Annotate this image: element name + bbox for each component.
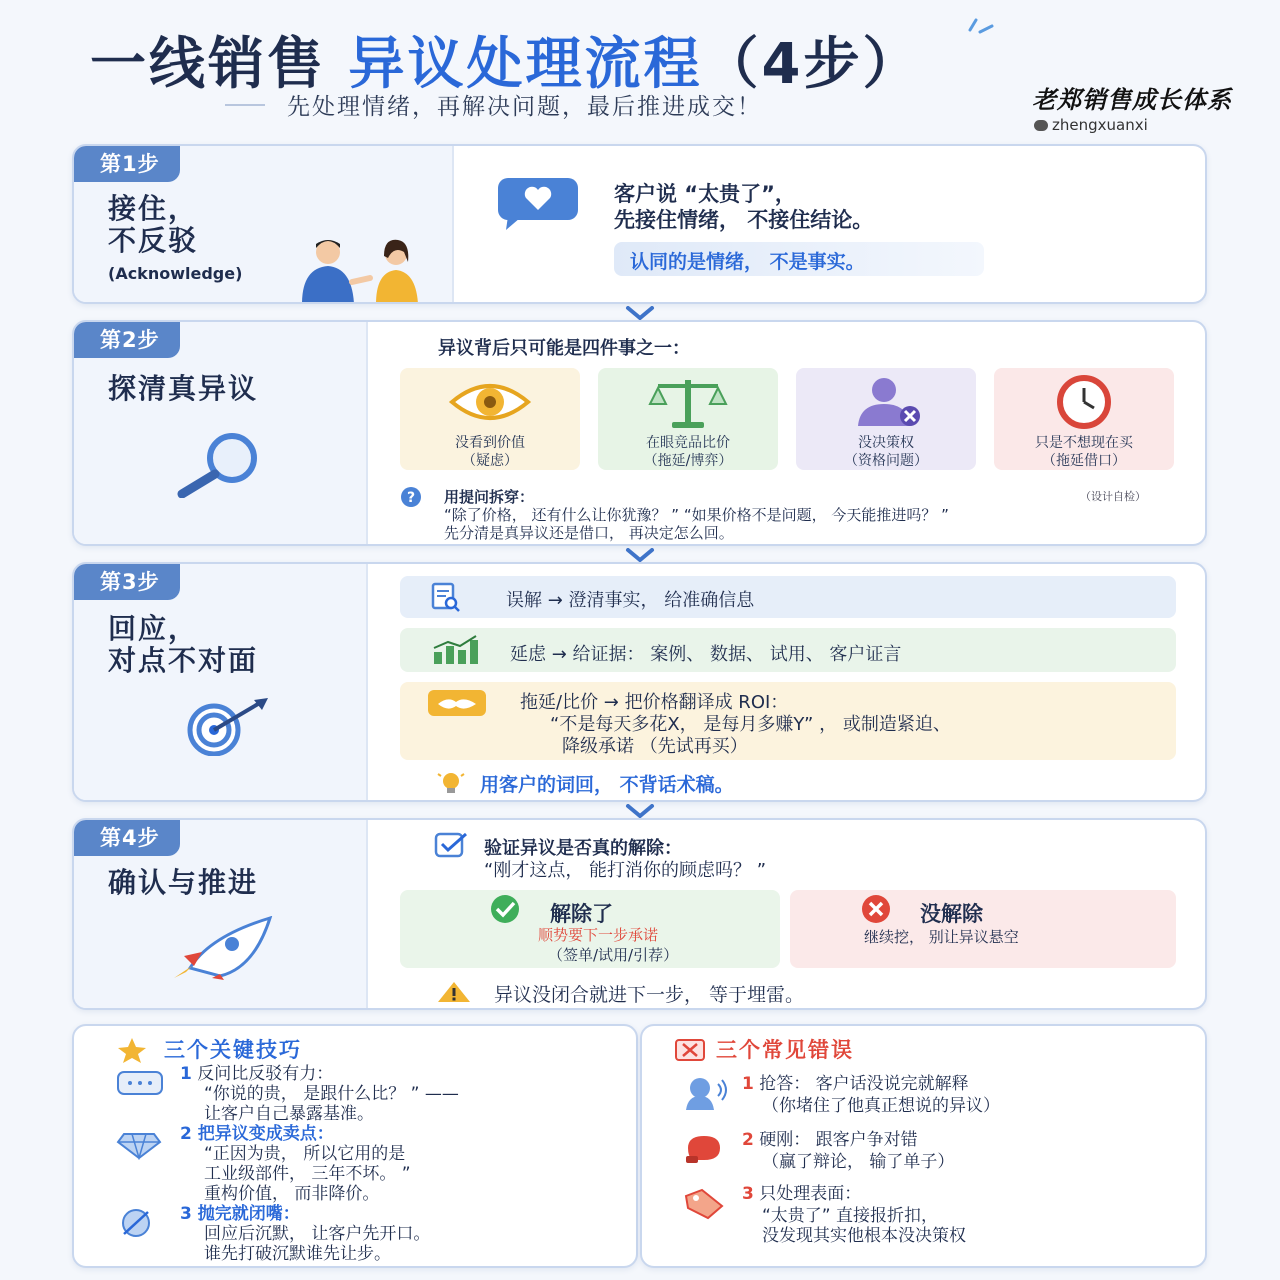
check-circle-icon bbox=[486, 894, 524, 924]
error-box-icon bbox=[674, 1038, 706, 1062]
sparkle-icon bbox=[966, 16, 996, 36]
document-search-icon bbox=[430, 582, 460, 612]
step1-title-line1: 接住， bbox=[108, 192, 199, 225]
reason-card-delay bbox=[994, 368, 1174, 470]
step4-warning: 异议没闭合就进下一步， 等于埋雷。 bbox=[494, 984, 805, 1006]
chevron-down-icon bbox=[624, 548, 656, 562]
response-row2-text: 延虑 → 给证据： 案例、 数据、 试用、 客户证言 bbox=[510, 644, 902, 665]
step3-title-line1: 回应， bbox=[108, 612, 199, 645]
step1-title-line2: 不反驳 bbox=[108, 224, 199, 257]
reason-card-authority bbox=[796, 368, 976, 470]
reason-sub-authority: （资格问题） bbox=[844, 453, 928, 469]
star-icon bbox=[114, 1036, 150, 1064]
step2-badge: 第2步 bbox=[74, 322, 180, 358]
title-part1: 一线销售 bbox=[90, 32, 326, 97]
title-part2: 异议处理流程 bbox=[348, 32, 703, 97]
step4-title: 确认与推进 bbox=[108, 866, 259, 899]
step4-card bbox=[72, 818, 1207, 1010]
mistakes-title: 三个常见错误 bbox=[716, 1038, 854, 1062]
step2-intro: 异议背后只可能是四件事之一： bbox=[438, 338, 690, 359]
mistake2-title: 2 硬刚： 跟客户争对错 bbox=[742, 1130, 918, 1150]
response-row3-line1: 拖延/比价 → 把价格翻译成 ROI： bbox=[520, 692, 789, 713]
person-x-icon bbox=[848, 374, 928, 430]
common-mistakes-panel bbox=[640, 1024, 1207, 1268]
reason-label-compare: 在眼竞品比价 bbox=[646, 435, 730, 451]
tip2-title: 2 把异议变成卖点： bbox=[180, 1124, 334, 1144]
step1-subtitle: (Acknowledge) bbox=[108, 264, 243, 283]
tip2-line2: 工业级部件， 三年不坏。 ” bbox=[204, 1164, 411, 1184]
subtitle: 先处理情绪，再解决问题，最后推进成交！ bbox=[287, 94, 762, 120]
mistake1-title: 1 抢答： 客户话没说完就解释 bbox=[742, 1074, 969, 1094]
boxing-glove-icon bbox=[682, 1134, 726, 1164]
step2-ask-note: （设计自检） bbox=[1080, 490, 1146, 503]
chevron-down-icon bbox=[624, 306, 656, 320]
tip3-line1: 回应后沉默， 让客户先开口。 bbox=[204, 1224, 431, 1244]
response-row1-text: 误解 → 澄清事实， 给准确信息 bbox=[506, 590, 755, 611]
bar-chart-icon bbox=[430, 634, 480, 666]
mistake2-line1: （赢了辩论， 输了单子） bbox=[762, 1152, 955, 1172]
wechat-id-text: zhengxuanxi bbox=[1052, 116, 1148, 134]
handshake-icon bbox=[426, 688, 488, 718]
tip3-line2: 谁先打破沉默谁先让步。 bbox=[204, 1244, 391, 1264]
magnifier-icon bbox=[168, 432, 278, 498]
divider bbox=[225, 104, 265, 106]
step3-badge: 第3步 bbox=[74, 564, 180, 600]
reason-label-value: 没看到价值 bbox=[455, 435, 525, 451]
tip1-line2: 让客户自己暴露基准。 bbox=[204, 1104, 374, 1124]
eye-icon bbox=[448, 376, 532, 428]
target-icon bbox=[178, 696, 270, 756]
tip1-title: 1 反问比反驳有力： bbox=[180, 1064, 334, 1084]
step1-highlight: 认同的是情绪， 不是事实。 bbox=[630, 251, 865, 273]
response-row3-line2: “不是每天多花X， 是每月多赚Y” ， 或制造紧迫、 bbox=[550, 714, 951, 735]
title-part3: （4步） bbox=[702, 32, 922, 97]
step2-title: 探清真异议 bbox=[108, 372, 259, 405]
reason-sub-compare: （拖延/博弈） bbox=[643, 453, 733, 469]
tip3-title: 3 抛完就闭嘴： bbox=[180, 1204, 300, 1224]
tip2-line1: “正因为贵， 所以它用的是 bbox=[204, 1144, 406, 1164]
step2-ask-line1: “除了价格， 还有什么让你犹豫？ ” “如果价格不是问题， 今天能推进吗？ ” bbox=[444, 506, 949, 524]
key-tips-title: 三个关键技巧 bbox=[164, 1038, 302, 1062]
resolved-title: 解除了 bbox=[550, 902, 613, 926]
step4-check-line2: “刚才这点， 能打消你的顾虑吗？ ” bbox=[484, 860, 767, 881]
reason-card-compare bbox=[598, 368, 778, 470]
speaking-person-icon bbox=[682, 1076, 730, 1110]
reason-label-delay: 只是不想现在买 bbox=[1035, 435, 1133, 451]
price-tag-icon bbox=[682, 1186, 726, 1220]
step4-badge: 第4步 bbox=[74, 820, 180, 856]
chevron-down-icon bbox=[624, 804, 656, 818]
step4-check-line1: 验证异议是否真的解除： bbox=[484, 838, 682, 859]
diamond-icon bbox=[116, 1130, 162, 1160]
wechat-icon bbox=[1034, 120, 1048, 131]
step1-card bbox=[72, 144, 1207, 304]
mistake3-title: 3 只处理表面： bbox=[742, 1184, 862, 1204]
question-icon bbox=[400, 486, 422, 508]
step3-card bbox=[72, 562, 1207, 802]
svg-text:?: ? bbox=[406, 490, 416, 506]
step1-text-line2: 先接住情绪， 不接住结论。 bbox=[614, 208, 874, 232]
mistake3-line2: 没发现其实他根本没决策权 bbox=[762, 1226, 966, 1246]
step2-card bbox=[72, 320, 1207, 546]
checkbox-icon bbox=[434, 832, 468, 858]
reason-label-authority: 没决策权 bbox=[858, 435, 914, 451]
mute-icon bbox=[116, 1208, 156, 1238]
warning-icon bbox=[436, 980, 472, 1004]
wechat-id bbox=[1034, 116, 1148, 134]
people-talking-icon bbox=[288, 234, 438, 304]
response-row3-line3: 降级承诺 （先试再买） bbox=[562, 736, 748, 757]
unresolved-line1: 继续挖， 别让异议悬空 bbox=[864, 928, 1019, 946]
step1-text-line1: 客户说 “太贵了”， bbox=[614, 182, 796, 206]
resolved-line2: （签单/试用/引荐） bbox=[548, 946, 679, 964]
heart-chat-icon bbox=[496, 176, 580, 232]
tip2-line3: 重构价值， 而非降价。 bbox=[204, 1184, 380, 1204]
step3-tip: 用客户的词回， 不背话术稿。 bbox=[480, 774, 734, 796]
reason-sub-delay: （拖延借口） bbox=[1042, 453, 1126, 469]
reason-card-value bbox=[400, 368, 580, 470]
lightbulb-icon bbox=[436, 770, 466, 796]
step3-title-line2: 对点不对面 bbox=[108, 644, 259, 677]
chat-bubble-icon bbox=[116, 1070, 166, 1100]
subtitle-row bbox=[225, 88, 762, 121]
mistake3-line1: “太贵了” 直接报折扣， bbox=[762, 1206, 939, 1226]
step2-ask-line2: 先分清是真异议还是借口， 再决定怎么回。 bbox=[444, 524, 734, 542]
rocket-icon bbox=[170, 916, 280, 980]
step1-badge: 第1步 bbox=[74, 146, 180, 182]
scale-icon bbox=[648, 374, 728, 430]
reason-sub-value: （疑虑） bbox=[462, 453, 518, 469]
key-tips-panel bbox=[72, 1024, 638, 1268]
step2-ask-title: 用提问拆穿： bbox=[444, 488, 535, 506]
resolved-line1: 顺势要下一步承诺 bbox=[538, 926, 659, 944]
brand-signature: 老郑销售成长体系 bbox=[1032, 85, 1232, 114]
unresolved-title: 没解除 bbox=[920, 902, 983, 926]
mistake1-line1: （你堵住了他真正想说的异议） bbox=[762, 1096, 1000, 1116]
tip1-line1: “你说的贵， 是跟什么比？ ” —— bbox=[204, 1084, 459, 1104]
clock-icon bbox=[1054, 374, 1114, 430]
x-circle-icon bbox=[858, 894, 894, 924]
